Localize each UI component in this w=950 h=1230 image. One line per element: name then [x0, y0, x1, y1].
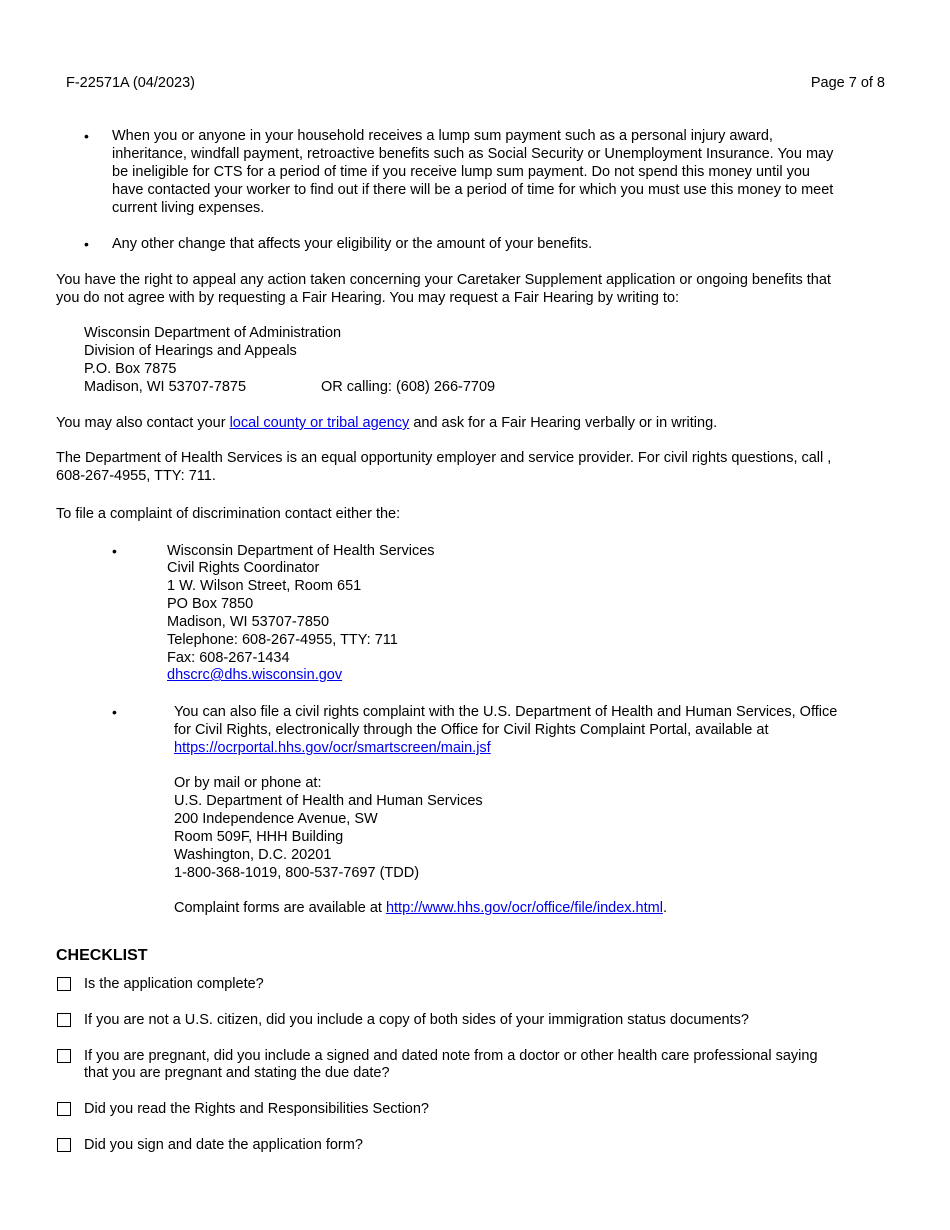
address-line: 1-800-368-1019, 800-537-7697 (TDD) [174, 865, 420, 881]
text-line: The Department of Health Services is an equal opportunity employer and service provider. For civil rights questions, call , [56, 450, 832, 466]
checklist-item: Did you read the Rights and Responsibilities Section? [84, 1101, 429, 1117]
address-line: PO Box 7850 [167, 596, 254, 612]
address-line: Civil Rights Coordinator [167, 560, 320, 576]
bullet: • [112, 704, 117, 720]
address-line: 200 Independence Avenue, SW [174, 811, 378, 827]
complaint-forms-link[interactable]: http://www.hhs.gov/ocr/office/file/index.html [385, 900, 663, 916]
address-line: P.O. Box 7875 [84, 361, 177, 377]
phone-option: OR calling: (608) 266-7709 [321, 379, 496, 395]
address-line: Wisconsin Department of Health Services [167, 543, 435, 559]
address-line: Wisconsin Department of Administration [84, 325, 342, 341]
text-line: When you or anyone in your household receives a lump sum payment such as a personal injury award, [112, 128, 773, 144]
contact-pre: You may also contact your [56, 415, 230, 431]
checklist-item-continued: that you are pregnant and stating the due date? [84, 1065, 390, 1081]
bullet: • [84, 128, 89, 144]
bullet: • [112, 543, 117, 559]
text-line: be ineligible for CTS for a period of time if you receive lump sum payment. Do not spend this money until you [112, 164, 810, 180]
other-change-text: Any other change that affects your eligibility or the amount of your benefits. [112, 236, 593, 252]
text-line: you do not agree with by requesting a Fair Hearing. You may request a Fair Hearing by writing to: [56, 290, 680, 306]
checklist-title: CHECKLIST [56, 947, 148, 964]
text-line: current living expenses. [112, 200, 265, 216]
complaint-forms-text [174, 899, 667, 917]
contact-agency-text [56, 414, 717, 432]
address-line: Division of Hearings and Appeals [84, 343, 297, 359]
address-line: U.S. Department of Health and Human Services [174, 793, 483, 809]
text-line: You have the right to appeal any action taken concerning your Caretaker Supplement application or ongoing benefits that [56, 272, 831, 288]
address-line: Telephone: 608-267-4955, TTY: 711 [167, 632, 398, 648]
address-line: Madison, WI 53707-7875 [84, 379, 247, 395]
complaint-intro: To file a complaint of discrimination contact either the: [56, 506, 401, 522]
text-line: You can also file a civil rights complaint with the U.S. Department of Health and Human Services, Office [174, 704, 838, 720]
text-line: 608-267-4955, TTY: 711. [56, 468, 216, 484]
address-line: Washington, D.C. 20201 [174, 847, 332, 863]
text-line: have contacted your worker to find out if there will be a period of time for which you must use this money to meet [112, 182, 834, 198]
checklist-item: If you are pregnant, did you include a signed and dated note from a doctor or other health care professional saying [84, 1048, 818, 1064]
agency-link[interactable]: local county or tribal agency [229, 415, 410, 431]
address-line: Fax: 608-267-1434 [167, 650, 290, 666]
address-line: Madison, WI 53707-7850 [167, 614, 330, 630]
checklist-item: Is the application complete? [84, 976, 264, 992]
text-line: inheritance, windfall payment, retroactive benefits such as Social Security or Unemployment Insurance. You may [112, 146, 834, 162]
contact-post: and ask for a Fair Hearing verbally or in writing. [409, 415, 718, 431]
page-number: Page 7 of 8 [810, 75, 885, 91]
forms-pre: Complaint forms are available at [174, 900, 386, 916]
text-line: for Civil Rights, electronically through the Office for Civil Rights Complaint Portal, available at [174, 722, 769, 738]
dhs-email-link[interactable]: dhscrc@dhs.wisconsin.gov [167, 667, 343, 683]
bullet: • [84, 236, 89, 252]
checkbox-immigration-documents[interactable] [57, 1013, 71, 1027]
forms-post: . [662, 900, 667, 916]
checklist-item: If you are not a U.S. citizen, did you include a copy of both sides of your immigration status documents? [84, 1012, 749, 1028]
address-line: 1 W. Wilson Street, Room 651 [167, 578, 362, 594]
checkbox-rights-read[interactable] [57, 1102, 71, 1116]
address-line: Or by mail or phone at: [174, 775, 322, 791]
address-line: Room 509F, HHH Building [174, 829, 344, 845]
form-id: F-22571A (04/2023) [66, 75, 195, 91]
checklist-item: Did you sign and date the application form? [84, 1137, 363, 1153]
ocr-portal-link[interactable]: https://ocrportal.hhs.gov/ocr/smartscreen/main.jsf [174, 740, 491, 756]
checkbox-pregnancy-note[interactable] [57, 1049, 71, 1063]
checkbox-application-complete[interactable] [57, 977, 71, 991]
checkbox-signed-dated[interactable] [57, 1138, 71, 1152]
